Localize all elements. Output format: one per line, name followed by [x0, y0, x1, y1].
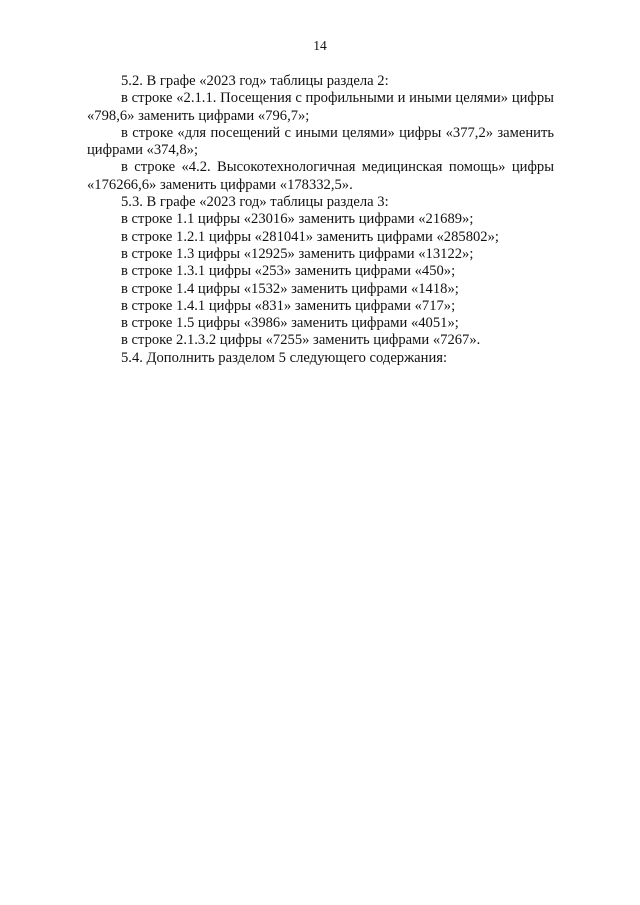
paragraph-5-2-line-1: в строке «2.1.1. Посещения с профильными и иными целями» цифры «798,6» заменить цифрами «796,7»; — [87, 90, 554, 124]
paragraph-5-2-line-2: в строке «для посещений с иными целями» цифры «377,2» заменить цифрами «374,8»; — [87, 124, 554, 159]
page-number: 14 — [313, 38, 327, 53]
paragraph-5-3-line-8: в строке 2.1.3.2 цифры «7255» заменить цифрами «7267». — [121, 332, 481, 349]
paragraph-5-4-heading: 5.4. Дополнить разделом 5 следующего содержания: — [121, 349, 448, 366]
paragraph-5-3-line-5: в строке 1.4 цифры «1532» заменить цифрами «1418»; — [121, 280, 459, 297]
paragraph-5-3-line-2: в строке 1.2.1 цифры «281041» заменить цифрами «285802»; — [121, 228, 499, 245]
paragraph-5-3-line-3: в строке 1.3 цифры «12925» заменить цифрами «13122»; — [121, 245, 474, 262]
paragraph-5-3-line-1: в строке 1.1 цифры «23016» заменить цифрами «21689»; — [121, 211, 474, 228]
paragraph-5-3-line-6: в строке 1.4.1 цифры «831» заменить цифрами «717»; — [121, 297, 456, 314]
document-body — [87, 73, 554, 367]
paragraph-5-2-heading: 5.2. В графе «2023 год» таблицы раздела 2: — [121, 73, 389, 89]
paragraph-5-3-line-4: в строке 1.3.1 цифры «253» заменить цифрами «450»; — [121, 263, 456, 280]
paragraph-5-3-line-7: в строке 1.5 цифры «3986» заменить цифрами «4051»; — [121, 315, 459, 332]
paragraph-5-3-heading: 5.3. В графе «2023 год» таблицы раздела 3: — [121, 194, 389, 211]
paragraph-5-2-line-3: в строке «4.2. Высокотехнологичная медицинская помощь» цифры «176266,6» заменить цифрами «178332,5». — [87, 159, 554, 193]
